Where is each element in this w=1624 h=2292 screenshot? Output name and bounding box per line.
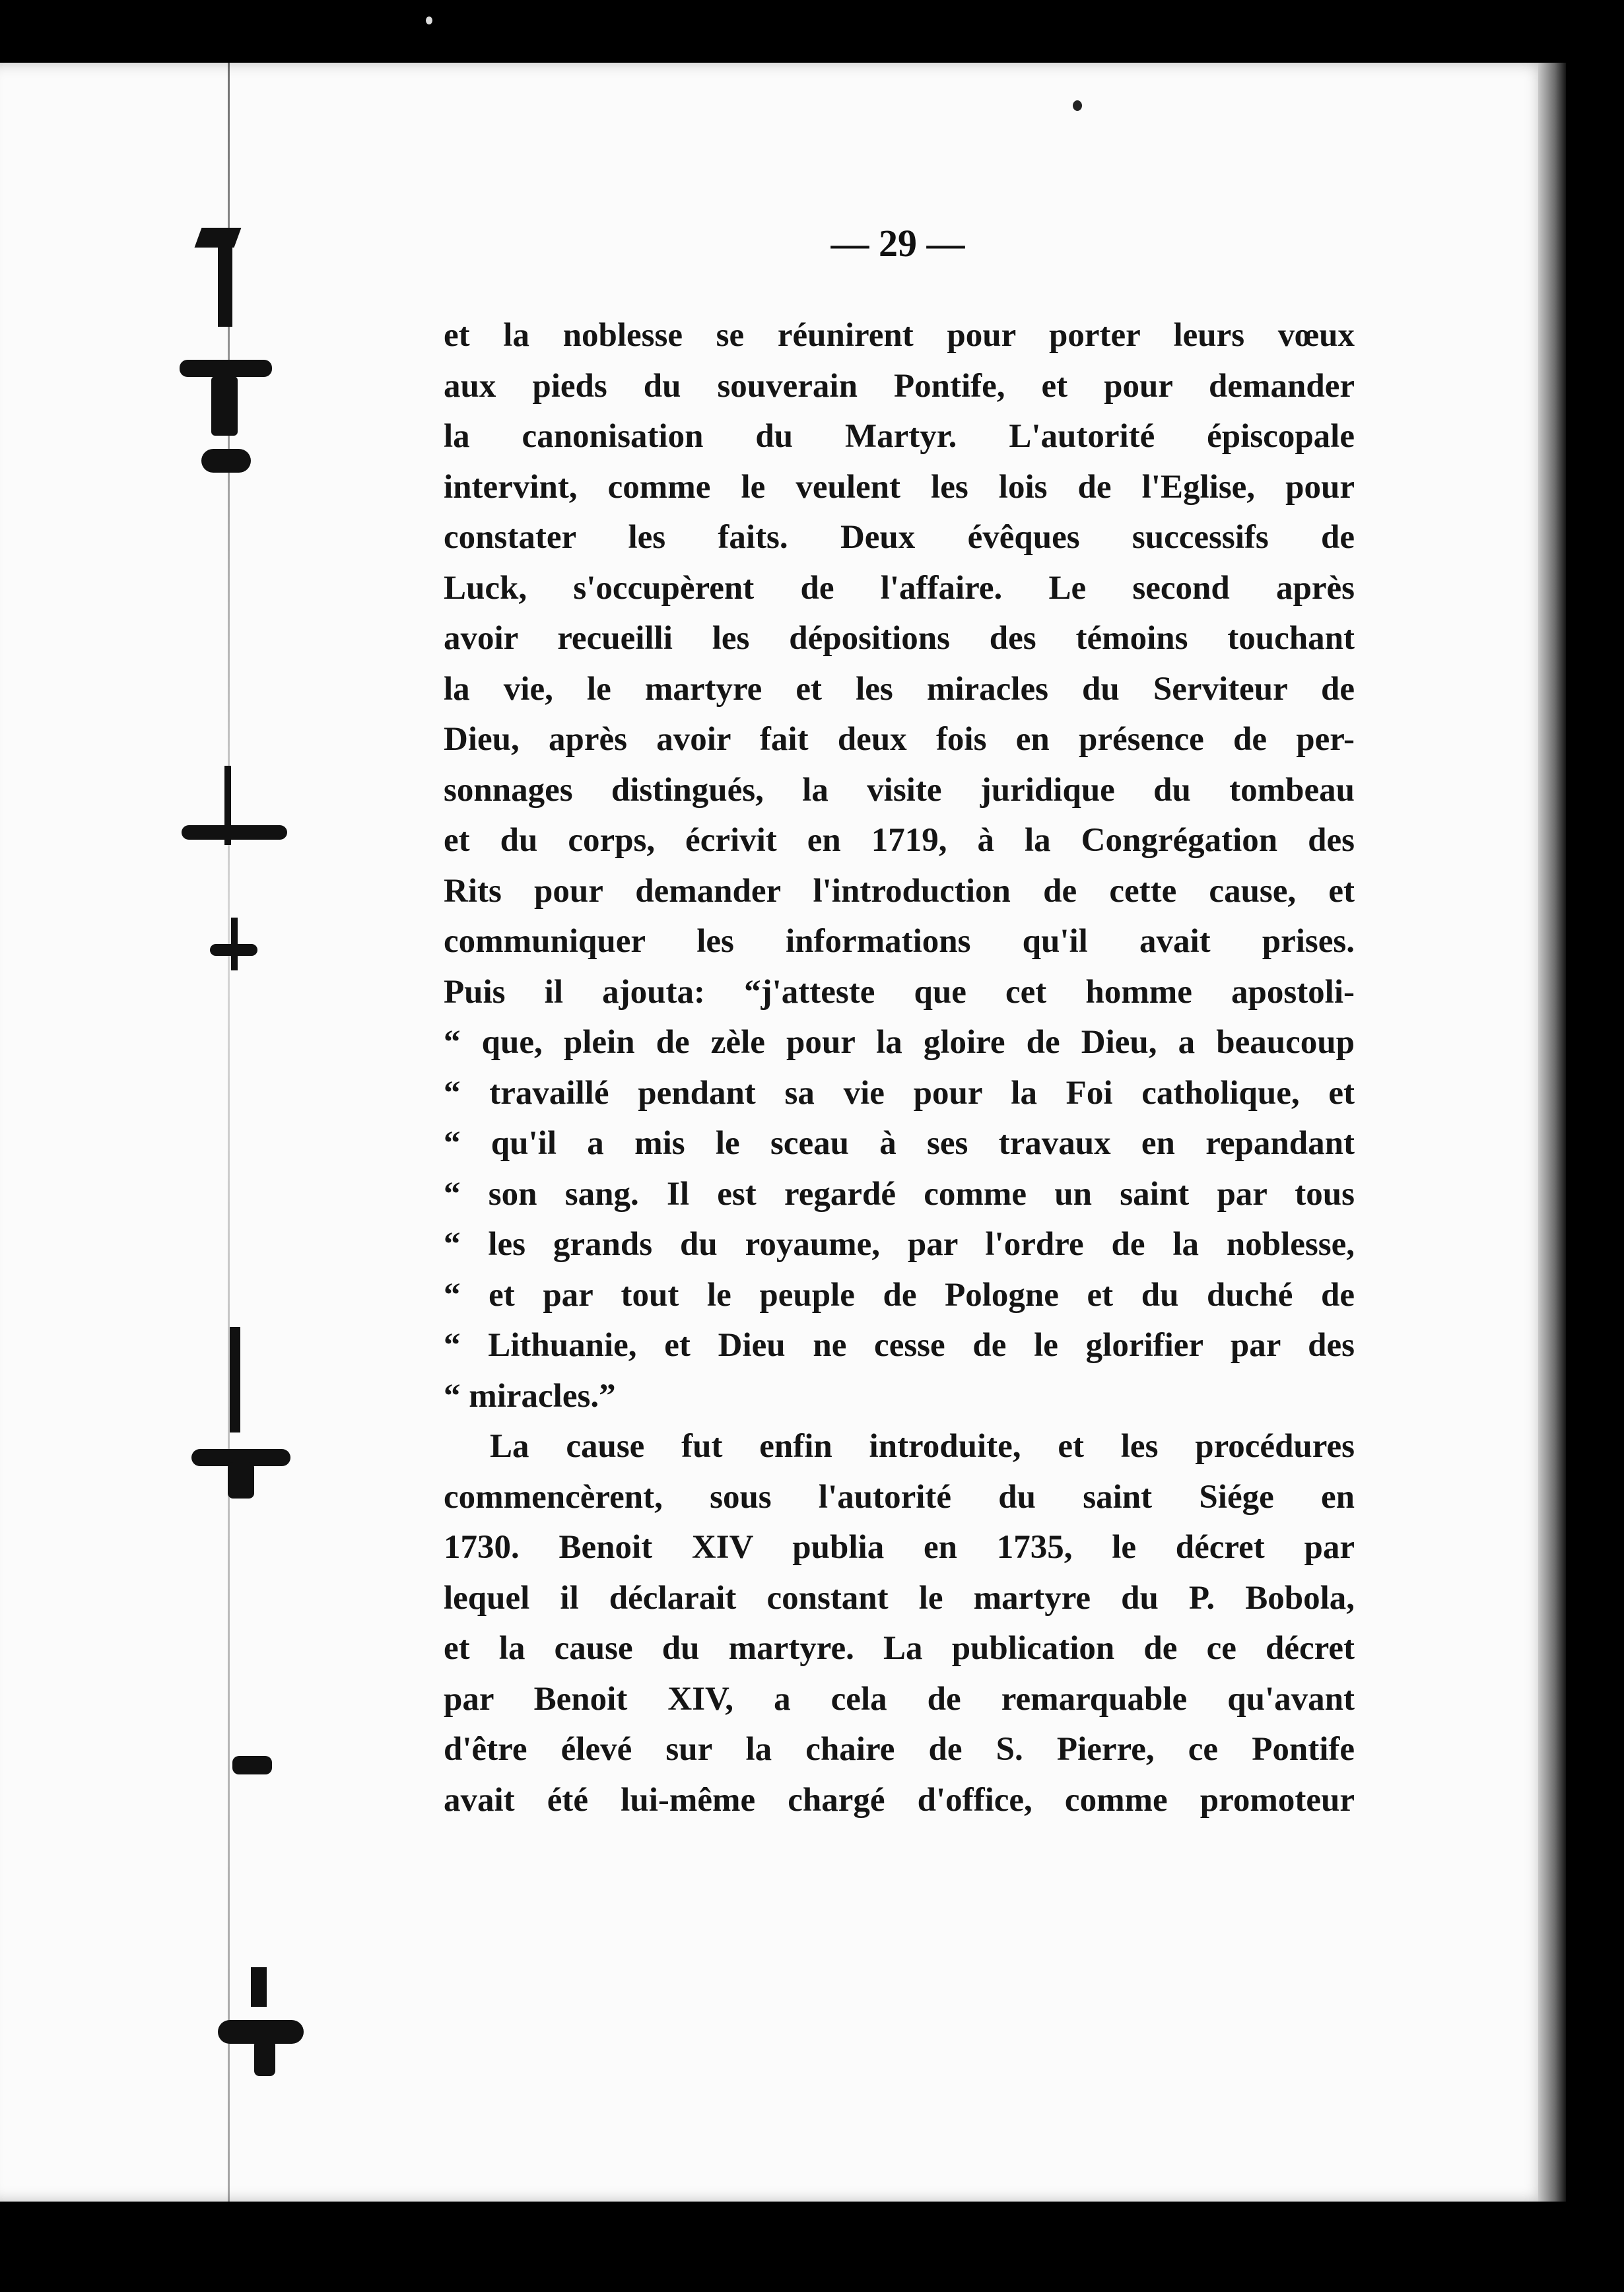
text-line: “ et par tout le peuple de Pologne et du duché de: [444, 1276, 1355, 1314]
text-line: Puis il ajouta: “j'atteste que cet homme apostoli-: [444, 973, 1355, 1011]
text-line: Dieu, après avoir fait deux fois en présence de per-: [444, 721, 1355, 758]
binding-mark: [218, 248, 232, 327]
binding-mark: [228, 1462, 254, 1499]
text-line: “ qu'il a mis le sceau à ses travaux en repandant: [444, 1125, 1355, 1162]
text-line: constater les faits. Deux évêques successifs de: [444, 519, 1355, 556]
body-text: [444, 310, 1355, 1825]
binding-mark: [195, 228, 242, 248]
text-line: “ les grands du royaume, par l'ordre de la noblesse,: [444, 1226, 1355, 1263]
binding-mark: [180, 360, 272, 377]
text-line: la vie, le martyre et les miracles du Serviteur de: [444, 670, 1355, 708]
text-line: “ son sang. Il est regardé comme un saint par tous: [444, 1175, 1355, 1213]
text-line: et du corps, écrivit en 1719, à la Congrégation des: [444, 822, 1355, 859]
page-edge-shadow: [1538, 63, 1566, 2202]
binding-mark: [251, 1967, 267, 2007]
text-line: “ Lithuanie, et Dieu ne cesse de le glorifier par des: [444, 1327, 1355, 1364]
text-line: communiquer les informations qu'il avait prises.: [444, 923, 1355, 960]
text-line: aux pieds du souverain Pontife, et pour demander: [444, 367, 1355, 405]
text-line: lequel il déclarait constant le martyre du P. Bobola,: [444, 1579, 1355, 1617]
binding-mark: [254, 2040, 275, 2076]
ink-speck: [426, 17, 432, 24]
binding-mark: [232, 1756, 272, 1774]
text-line: par Benoit XIV, a cela de remarquable qu'avant: [444, 1680, 1355, 1718]
text-line: “ travaillé pendant sa vie pour la Foi catholique, et: [444, 1074, 1355, 1112]
text-line: 1730. Benoit XIV publia en 1735, le décret par: [444, 1529, 1355, 1566]
binding-mark: [211, 376, 238, 436]
text-line: la canonisation du Martyr. L'autorité épiscopale: [444, 418, 1355, 455]
text-line: La cause fut enfin introduite, et les procédures: [490, 1428, 1355, 1465]
text-line: avoir recueilli les dépositions des témoins touchant: [444, 620, 1355, 657]
text-line: commencèrent, sous l'autorité du saint Siége en: [444, 1478, 1355, 1516]
text-line: Luck, s'occupèrent de l'affaire. Le second après: [444, 569, 1355, 607]
text-line: et la noblesse se réunirent pour porter leurs vœux: [444, 317, 1355, 354]
binding-mark: [182, 825, 287, 840]
text-line: sonnages distingués, la visite juridique du tombeau: [444, 771, 1355, 809]
binding-mark: [230, 1327, 240, 1432]
text-line: avait été lui-même chargé d'office, comme promoteur: [444, 1781, 1355, 1819]
text-line: Rits pour demander l'introduction de cette cause, et: [444, 872, 1355, 910]
text-line: intervint, comme le veulent les lois de l'Eglise, pour: [444, 468, 1355, 506]
text-line: “ que, plein de zèle pour la gloire de Dieu, a beaucoup: [444, 1024, 1355, 1061]
text-line: d'être élevé sur la chaire de S. Pierre, ce Pontife: [444, 1731, 1355, 1768]
page-number: — 29 —: [830, 222, 965, 265]
text-line: et la cause du martyre. La publication de ce décret: [444, 1630, 1355, 1667]
ink-speck: [1073, 100, 1082, 111]
text-line: “ miracles.”: [444, 1377, 616, 1415]
binding-mark: [231, 918, 238, 970]
binding-mark: [201, 449, 251, 473]
